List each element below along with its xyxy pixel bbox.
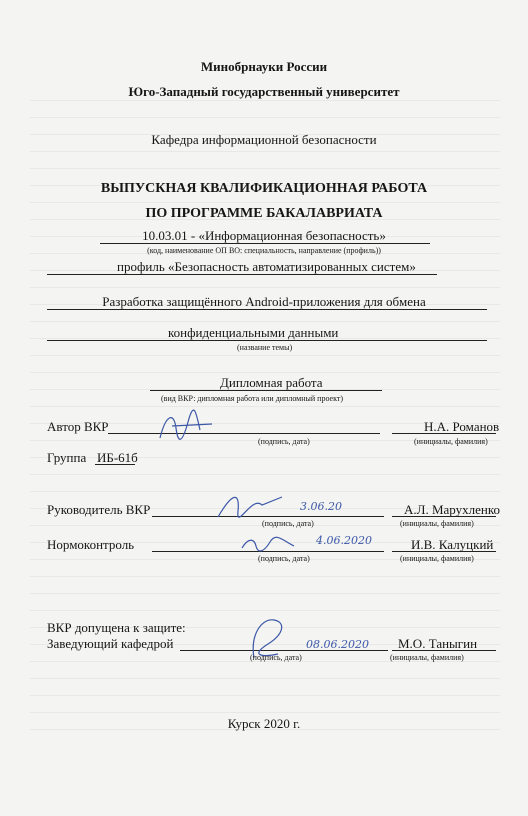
normcontrol-signature-icon: [238, 532, 298, 556]
author-sign-line: [108, 433, 380, 434]
work-type-underline: [150, 390, 382, 391]
supervisor-label: Руководитель ВКР: [47, 502, 151, 517]
head-name-line: [392, 650, 496, 651]
university-name: Юго-Западный государственный университет: [128, 84, 400, 99]
specialty-caption: (код, наименование ОП ВО: специальность, направление (профиль)): [147, 246, 381, 255]
specialty-code: 10.03.01 - «Информационная безопасность»: [142, 228, 386, 243]
normcontrol-name-line: [392, 551, 496, 552]
head-of-department-label: Заведующий кафедрой: [47, 636, 174, 651]
normcontrol-name: И.В. Калуцкий: [411, 537, 494, 552]
head-name: М.О. Таныгин: [398, 636, 478, 651]
normcontrol-sign-date: 4.06.2020: [316, 534, 372, 547]
author-sign-caption: (подпись, дата): [258, 437, 310, 446]
supervisor-name: А.Л. Марухленко: [404, 502, 500, 517]
topic-underline1: [47, 309, 487, 310]
ministry-name: Минобрнауки России: [200, 59, 328, 74]
specialty-profile: профиль «Безопасность автоматизированных систем»: [117, 259, 416, 274]
author-signature-icon: [152, 408, 222, 448]
supervisor-sign-date: 3.06.20: [300, 500, 342, 513]
document-title-line2: ПО ПРОГРАММЕ БАКАЛАВРИАТА: [145, 206, 383, 221]
head-sign-date: 08.06.2020: [306, 638, 369, 651]
work-type-caption: (вид ВКР: дипломная работа или дипломный проект): [161, 394, 344, 403]
group-underline: [95, 464, 135, 465]
document-title-line1: ВЫПУСКНАЯ КВАЛИФИКАЦИОННАЯ РАБОТА: [100, 181, 428, 196]
topic-line2: конфиденциальными данными: [168, 325, 339, 340]
supervisor-sign-caption: (подпись, дата): [262, 519, 314, 528]
normcontrol-sign-caption: (подпись, дата): [258, 554, 310, 563]
supervisor-name-line: [392, 516, 496, 517]
profile-underline: [47, 274, 437, 275]
topic-underline2: [47, 340, 487, 341]
group-value: ИБ-61б: [97, 450, 138, 465]
admission-label: ВКР допущена к защите:: [47, 620, 186, 635]
author-name: Н.А. Романов: [424, 419, 500, 434]
specialty-underline: [100, 243, 430, 244]
topic-line1: Разработка защищённого Android-приложения для обмена: [102, 294, 426, 309]
group-label: Группа: [47, 450, 87, 465]
head-name-caption: (инициалы, фамилия): [390, 653, 464, 662]
department-name: Кафедра информационной безопасности: [151, 132, 377, 147]
supervisor-name-caption: (инициалы, фамилия): [400, 519, 474, 528]
city-year: Курск 2020 г.: [227, 716, 301, 731]
normcontrol-name-caption: (инициалы, фамилия): [400, 554, 474, 563]
author-name-caption: (инициалы, фамилия): [414, 437, 488, 446]
work-type-value: Дипломная работа: [220, 375, 323, 390]
author-name-line: [392, 433, 496, 434]
head-sign-caption: (подпись, дата): [250, 653, 302, 662]
author-label: Автор ВКР: [47, 419, 109, 434]
topic-caption: (название темы): [237, 343, 293, 352]
normcontrol-label: Нормоконтроль: [47, 537, 135, 552]
